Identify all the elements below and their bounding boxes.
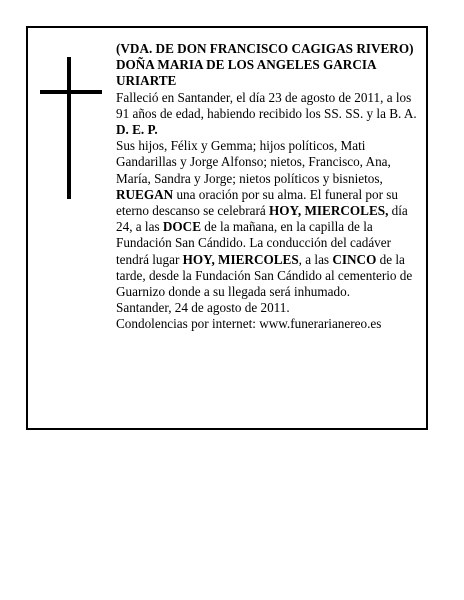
death-statement: Falleció en Santander, el día 23 de agosto de 2011, a los 91 años de edad, habiendo recibido los SS. SS. y la B. A. xyxy=(116,89,417,121)
hoy-miercoles-1: HOY, MIERCOLES, xyxy=(269,203,389,219)
cross-horizontal-bar xyxy=(40,90,102,94)
day-text: día 24, a las xyxy=(116,203,408,235)
cinco-word: CINCO xyxy=(332,251,377,267)
funeral-place-text: de la mañana, en la capilla de la Fundación San Cándido. La conducción del cadáver tendrá lugar xyxy=(116,219,392,267)
hoy-miercoles-2: HOY, MIERCOLES xyxy=(182,251,299,267)
a-las-text: , a las xyxy=(298,251,333,267)
prayer-text: una oración por su alma. El funeral por su eterno descanso se celebrará xyxy=(116,186,399,219)
family-paragraph xyxy=(116,138,422,300)
deceased-name: DOÑA MARIA DE LOS ANGELES GARCIA URIARTE xyxy=(116,57,376,89)
rip-line: D. E. P. xyxy=(116,122,158,138)
transfer-text: de la tarde, desde la Fundación San Cándido al cementerio de Guarnizo donde a su llegada será inhumado. xyxy=(116,251,413,300)
obituary-notice xyxy=(26,26,428,430)
condolences-line: Condolencias por internet: www.funerarianereo.es xyxy=(116,316,382,332)
cross-vertical-bar xyxy=(67,57,71,199)
ruegan-word: RUEGAN xyxy=(116,186,174,202)
cross-icon xyxy=(40,57,102,199)
doce-word: DOCE xyxy=(162,219,201,235)
notice-text xyxy=(116,41,422,333)
family-text: Sus hijos, Félix y Gemma; hijos políticos, Mati Gandarillas y Jorge Alfonso; nietos, Francisco, Ana, María, Sandra y Jorge; nietos políticos y bisnietos, xyxy=(116,138,391,186)
widow-line: (VDA. DE DON FRANCISCO CAGIGAS RIVERO) xyxy=(116,41,414,56)
place-date: Santander, 24 de agosto de 2011. xyxy=(116,300,290,316)
